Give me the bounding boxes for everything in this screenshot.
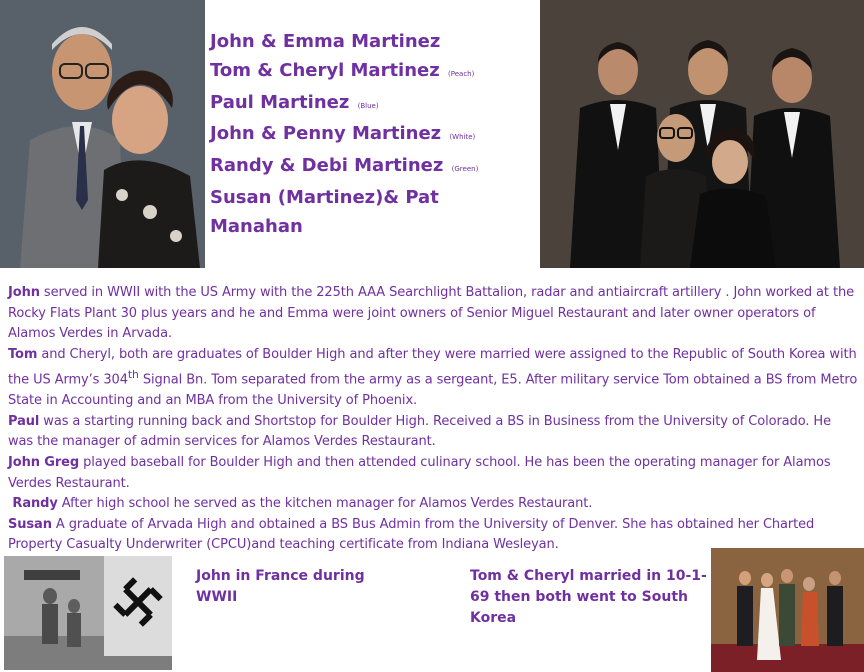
family-group-illustration bbox=[540, 0, 864, 268]
bio-person-name: John Greg bbox=[8, 455, 80, 471]
bio-paul bbox=[8, 412, 860, 453]
ordinal-suffix: th bbox=[127, 368, 139, 382]
family-name-item bbox=[210, 184, 535, 242]
family-name: John & Emma Martinez bbox=[210, 31, 441, 52]
ww2-france-illustration bbox=[4, 556, 172, 670]
bio-person-name: John bbox=[8, 285, 40, 300]
bio-person-name: Paul bbox=[8, 413, 40, 429]
family-name-item bbox=[210, 120, 535, 152]
color-tag: (Blue) bbox=[357, 101, 379, 110]
family-names-list bbox=[210, 28, 535, 242]
bio-person-name: Susan bbox=[8, 516, 52, 532]
family-name-item bbox=[210, 28, 535, 57]
couple-portrait-photo bbox=[0, 0, 205, 268]
family-name: Tom & Cheryl Martinez bbox=[210, 59, 440, 81]
bio-john bbox=[8, 283, 860, 345]
color-tag: (Green) bbox=[451, 165, 479, 174]
color-tag: (Peach) bbox=[448, 69, 475, 78]
family-name-item bbox=[210, 89, 535, 121]
bio-text: A graduate of Arvada High and obtained a BS Bus Admin from the University of Denver. She has obtained her Charted Property Casualty Underwriter (CPCU)and teaching certificate from Indiana Wesleyan. bbox=[8, 516, 815, 553]
family-group-photo bbox=[540, 0, 864, 268]
bio-text: served in WWII with the US Army with the 225th AAA Searchlight Battalion, radar and antiaircraft artillery . John worked at the Rocky Flats Plant 30 plus years and he and Emma were joint owners of Senior Miguel Restaurant and later owner operators of Alamos Verdes in Arvada. bbox=[8, 285, 854, 342]
bio-text: Signal Bn. Tom separated from the army as a sergeant, E5. After military service Tom obtained a BS from Metro State in Accounting and an MBA from the University of Phoenix. bbox=[8, 372, 858, 409]
color-tag: (White) bbox=[449, 133, 476, 142]
family-biographies bbox=[8, 283, 860, 556]
bio-text: was a starting running back and Shortstop for Boulder High. Received a BS in Business from the University of Colorado. He was the manager of admin services for Alamos Verdes Restaurant. bbox=[8, 413, 831, 450]
caption-korea: Tom & Cheryl married in 10-1-69 then both went to South Korea bbox=[470, 568, 707, 626]
family-name: John & Penny Martinez bbox=[210, 123, 442, 145]
family-name: Paul Martinez bbox=[210, 91, 350, 113]
bio-susan bbox=[8, 515, 860, 556]
bio-person-name: Randy bbox=[8, 496, 58, 512]
bio-text: After high school he served as the kitchen manager for Alamos Verdes Restaurant. bbox=[57, 496, 593, 512]
bio-randy bbox=[8, 494, 860, 515]
family-name-item bbox=[210, 57, 535, 89]
wedding-photo bbox=[711, 548, 864, 672]
family-name-item bbox=[210, 152, 535, 184]
bio-text: and Cheryl, both are graduates of Boulder High and after they were married were assigned to the Republic of South Korea with the US Army’s 304 bbox=[8, 346, 857, 388]
ww2-france-photo bbox=[4, 556, 172, 670]
bio-person-name: Tom bbox=[8, 346, 38, 362]
bio-john-greg bbox=[8, 453, 860, 494]
caption-france: John in France during WWII bbox=[196, 568, 365, 605]
wedding-illustration bbox=[711, 548, 864, 672]
bio-text: played baseball for Boulder High and then attended culinary school. He has been the operating manager for Alamos Verdes Restaurant. bbox=[8, 455, 831, 491]
couple-portrait-illustration bbox=[0, 0, 205, 268]
family-name: Randy & Debi Martinez bbox=[210, 155, 444, 177]
bio-tom bbox=[8, 345, 860, 412]
family-name: Susan (Martinez)& Pat Manahan bbox=[210, 186, 439, 237]
